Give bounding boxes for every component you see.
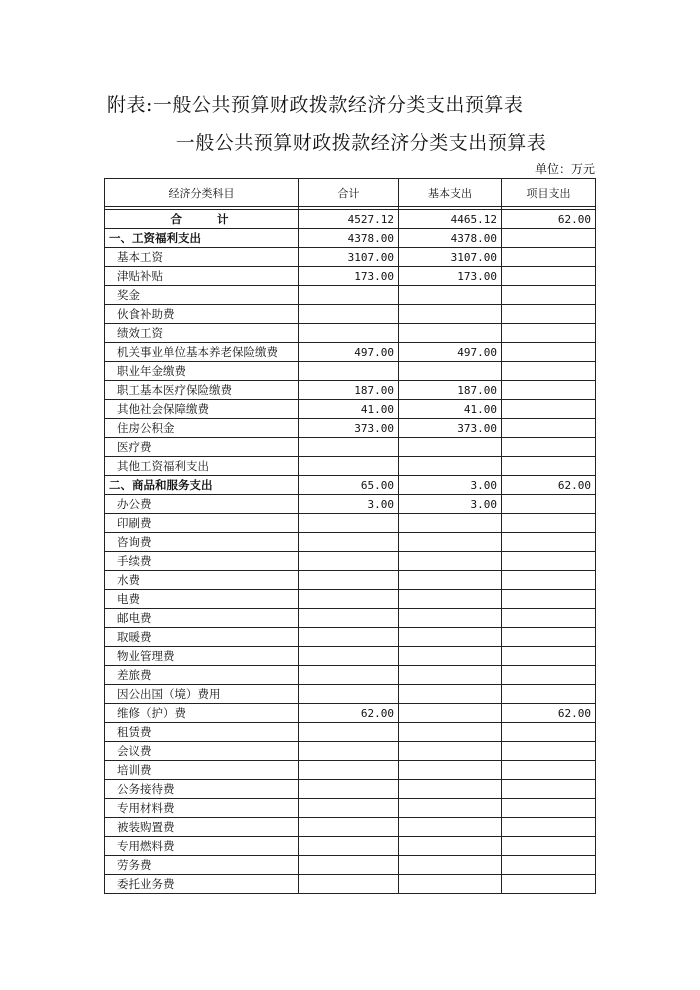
row-project-value <box>502 438 596 457</box>
row-total-value <box>299 647 399 666</box>
table-row <box>105 875 596 894</box>
table-row <box>105 324 596 343</box>
table-row <box>105 685 596 704</box>
row-basic-value <box>399 723 502 742</box>
row-category-name: 被装购置费 <box>105 818 299 837</box>
table-row <box>105 647 596 666</box>
table-row <box>105 818 596 837</box>
row-total-value <box>299 305 399 324</box>
row-category-name: 一、工资福利支出 <box>105 229 299 248</box>
row-basic-value: 187.00 <box>399 381 502 400</box>
table-row <box>105 343 596 362</box>
row-basic-value: 373.00 <box>399 419 502 438</box>
row-total-value <box>299 875 399 894</box>
row-category-name: 职工基本医疗保险缴费 <box>105 381 299 400</box>
section-row <box>105 229 596 248</box>
row-total-value: 65.00 <box>299 476 399 495</box>
row-total-value <box>299 723 399 742</box>
row-total-value <box>299 666 399 685</box>
row-basic-value <box>399 761 502 780</box>
row-project-value <box>502 761 596 780</box>
row-category-name: 水费 <box>105 571 299 590</box>
row-project-value <box>502 780 596 799</box>
row-project-value <box>502 685 596 704</box>
row-total-value <box>299 609 399 628</box>
row-project-value <box>502 343 596 362</box>
row-total-value: 3107.00 <box>299 248 399 267</box>
row-basic-value: 3.00 <box>399 476 502 495</box>
table-row <box>105 761 596 780</box>
row-category-name: 专用材料费 <box>105 799 299 818</box>
row-project-value <box>502 818 596 837</box>
row-project-value <box>502 400 596 419</box>
row-category-name: 专用燃料费 <box>105 837 299 856</box>
row-category-name: 邮电费 <box>105 609 299 628</box>
table-row <box>105 780 596 799</box>
row-project-value <box>502 362 596 381</box>
row-total-value <box>299 286 399 305</box>
row-basic-value <box>399 856 502 875</box>
table-header-row <box>105 179 596 207</box>
table-row <box>105 666 596 685</box>
row-category-name: 会议费 <box>105 742 299 761</box>
row-total-value <box>299 438 399 457</box>
header-project: 项目支出 <box>502 179 596 207</box>
row-total-value: 3.00 <box>299 495 399 514</box>
row-category-name: 其他工资福利支出 <box>105 457 299 476</box>
table-row <box>105 590 596 609</box>
row-category-name: 机关事业单位基本养老保险缴费 <box>105 343 299 362</box>
row-basic-value <box>399 704 502 723</box>
row-basic-value: 173.00 <box>399 267 502 286</box>
row-basic-value <box>399 438 502 457</box>
row-project-value <box>502 533 596 552</box>
row-total-value <box>299 837 399 856</box>
row-total-value: 62.00 <box>299 704 399 723</box>
row-total-value <box>299 799 399 818</box>
row-basic-value <box>399 647 502 666</box>
row-project-value <box>502 609 596 628</box>
row-basic-value <box>399 552 502 571</box>
row-project-value <box>502 647 596 666</box>
unit-label: 单位：万元 <box>534 162 595 176</box>
row-category-name: 住房公积金 <box>105 419 299 438</box>
header-basic: 基本支出 <box>399 179 502 207</box>
row-project-value <box>502 799 596 818</box>
row-category-name: 奖金 <box>105 286 299 305</box>
row-total-value: 373.00 <box>299 419 399 438</box>
row-total-value <box>299 324 399 343</box>
table-row <box>105 533 596 552</box>
table-row <box>105 571 596 590</box>
row-basic-value <box>399 799 502 818</box>
table-row <box>105 495 596 514</box>
row-project-value <box>502 590 596 609</box>
table-row <box>105 381 596 400</box>
row-category-name: 津贴补贴 <box>105 267 299 286</box>
row-project-value <box>502 628 596 647</box>
table-row <box>105 723 596 742</box>
table-row <box>105 400 596 419</box>
row-project-value <box>502 324 596 343</box>
row-total-value <box>299 552 399 571</box>
row-category-name: 委托业务费 <box>105 875 299 894</box>
row-total-value: 41.00 <box>299 400 399 419</box>
row-project-value <box>502 381 596 400</box>
row-project-value <box>502 837 596 856</box>
row-category-name: 因公出国（境）费用 <box>105 685 299 704</box>
row-project-value <box>502 305 596 324</box>
row-project-value <box>502 875 596 894</box>
row-project-value <box>502 248 596 267</box>
row-total-value <box>299 533 399 552</box>
row-basic-value <box>399 571 502 590</box>
table-row <box>105 609 596 628</box>
row-project-value <box>502 267 596 286</box>
row-basic-value <box>399 818 502 837</box>
table-row <box>105 362 596 381</box>
row-category-name: 手续费 <box>105 552 299 571</box>
row-category-name: 取暖费 <box>105 628 299 647</box>
row-basic-value <box>399 533 502 552</box>
table-row <box>105 419 596 438</box>
total-label: 合 计 <box>105 210 299 229</box>
row-category-name: 公务接待费 <box>105 780 299 799</box>
section-row <box>105 476 596 495</box>
total-sum: 4527.12 <box>299 210 399 229</box>
row-basic-value <box>399 324 502 343</box>
page-title: 一般公共预算财政拨款经济分类支出预算表 <box>175 132 547 154</box>
row-total-value <box>299 761 399 780</box>
total-basic: 4465.12 <box>399 210 502 229</box>
row-total-value <box>299 457 399 476</box>
table-row <box>105 856 596 875</box>
row-basic-value: 3107.00 <box>399 248 502 267</box>
row-basic-value: 3.00 <box>399 495 502 514</box>
row-total-value <box>299 818 399 837</box>
header-total: 合计 <box>299 179 399 207</box>
table-row <box>105 305 596 324</box>
row-project-value <box>502 723 596 742</box>
row-project-value <box>502 514 596 533</box>
table-row <box>105 837 596 856</box>
row-category-name: 印刷费 <box>105 514 299 533</box>
row-category-name: 维修（护）费 <box>105 704 299 723</box>
row-project-value <box>502 742 596 761</box>
row-category-name: 伙食补助费 <box>105 305 299 324</box>
row-total-value: 4378.00 <box>299 229 399 248</box>
table-row <box>105 552 596 571</box>
total-project: 62.00 <box>502 210 596 229</box>
row-basic-value <box>399 685 502 704</box>
row-project-value <box>502 666 596 685</box>
row-project-value <box>502 419 596 438</box>
table-row <box>105 286 596 305</box>
row-project-value <box>502 286 596 305</box>
row-total-value <box>299 685 399 704</box>
row-total-value <box>299 780 399 799</box>
table-row <box>105 628 596 647</box>
row-category-name: 绩效工资 <box>105 324 299 343</box>
row-category-name: 培训费 <box>105 761 299 780</box>
row-total-value <box>299 362 399 381</box>
row-project-value <box>502 457 596 476</box>
row-project-value <box>502 229 596 248</box>
row-basic-value: 4378.00 <box>399 229 502 248</box>
row-basic-value <box>399 780 502 799</box>
header-category: 经济分类科目 <box>105 179 299 207</box>
table-row <box>105 799 596 818</box>
row-basic-value <box>399 362 502 381</box>
row-basic-value <box>399 457 502 476</box>
row-total-value <box>299 571 399 590</box>
row-category-name: 办公费 <box>105 495 299 514</box>
budget-table <box>104 178 596 894</box>
row-category-name: 租赁费 <box>105 723 299 742</box>
row-basic-value <box>399 666 502 685</box>
table-row <box>105 248 596 267</box>
row-total-value <box>299 742 399 761</box>
row-category-name: 咨询费 <box>105 533 299 552</box>
row-basic-value <box>399 875 502 894</box>
row-total-value <box>299 628 399 647</box>
row-basic-value <box>399 837 502 856</box>
row-total-value <box>299 514 399 533</box>
row-project-value: 62.00 <box>502 704 596 723</box>
row-category-name: 差旅费 <box>105 666 299 685</box>
row-basic-value <box>399 305 502 324</box>
table-row <box>105 514 596 533</box>
attachment-title: 附表:一般公共预算财政拨款经济分类支出预算表 <box>107 94 524 116</box>
row-project-value: 62.00 <box>502 476 596 495</box>
table-row <box>105 457 596 476</box>
row-basic-value: 497.00 <box>399 343 502 362</box>
total-row <box>105 210 596 229</box>
row-project-value <box>502 552 596 571</box>
row-category-name: 劳务费 <box>105 856 299 875</box>
row-project-value <box>502 571 596 590</box>
row-category-name: 二、商品和服务支出 <box>105 476 299 495</box>
row-basic-value <box>399 628 502 647</box>
row-total-value <box>299 590 399 609</box>
row-category-name: 电费 <box>105 590 299 609</box>
row-category-name: 其他社会保障缴费 <box>105 400 299 419</box>
row-basic-value <box>399 286 502 305</box>
row-basic-value: 41.00 <box>399 400 502 419</box>
row-basic-value <box>399 609 502 628</box>
row-total-value: 173.00 <box>299 267 399 286</box>
row-project-value <box>502 495 596 514</box>
table-row <box>105 267 596 286</box>
table-row <box>105 704 596 723</box>
row-total-value: 497.00 <box>299 343 399 362</box>
row-basic-value <box>399 590 502 609</box>
table-row <box>105 438 596 457</box>
row-total-value: 187.00 <box>299 381 399 400</box>
row-category-name: 物业管理费 <box>105 647 299 666</box>
row-category-name: 职业年金缴费 <box>105 362 299 381</box>
row-category-name: 基本工资 <box>105 248 299 267</box>
row-project-value <box>502 856 596 875</box>
table-row <box>105 742 596 761</box>
row-basic-value <box>399 514 502 533</box>
row-total-value <box>299 856 399 875</box>
row-category-name: 医疗费 <box>105 438 299 457</box>
row-basic-value <box>399 742 502 761</box>
